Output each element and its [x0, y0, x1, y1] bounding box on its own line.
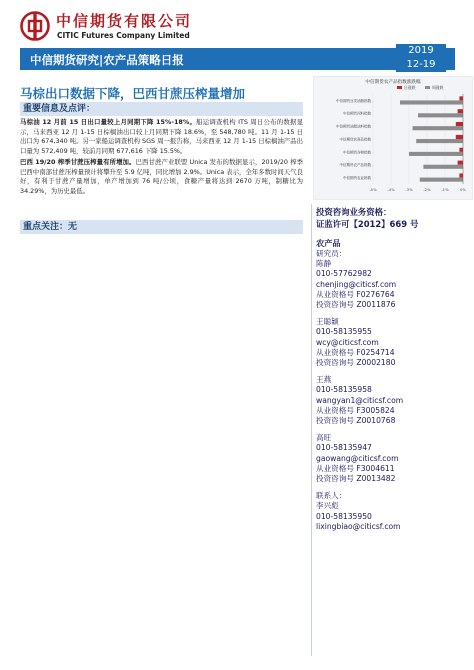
- paragraph-brazil-sugar-lead: 巴西 19/20 榨季甘蔗压榨量有所增加。: [20, 158, 136, 166]
- legend-label: 周涨跌: [432, 85, 444, 90]
- x-tick-label: -3%: [405, 187, 413, 192]
- researcher-email[interactable]: chenjing@citicsf.com: [316, 279, 397, 289]
- chart-bar: [400, 100, 463, 104]
- company-name-cn: 中信期货有限公司: [56, 12, 193, 30]
- license-number: 证监许可【2012】669 号: [316, 219, 419, 229]
- chart-bar: [416, 139, 463, 143]
- chart-bar: [413, 126, 463, 130]
- category-label: 中信期货油脂油料指数: [336, 124, 371, 129]
- researcher-label: 研究员：: [316, 249, 347, 258]
- x-tick-label: 0%: [459, 187, 467, 192]
- researcher-card: [316, 433, 456, 484]
- category-label: 中信期货农业指数: [343, 175, 371, 180]
- chart-bar: [459, 96, 463, 100]
- category-label: 中信期货谷物指数: [343, 150, 371, 155]
- researcher-card: [316, 375, 456, 426]
- category-label: 中信期货软商品指数: [339, 137, 371, 142]
- chart-bar: [423, 165, 463, 169]
- researcher-cert: 从业资格号 F0254714: [316, 347, 395, 357]
- contact-label: 联系人：: [316, 491, 347, 501]
- paragraph-palm-oil-body: 船运调查机构 ITS 周日公布的数据显示，马来西亚 12 月 1-15 日棕榈油出口较上月同期下降 18.6%，至 548,780 吨。11 月 1-15 日出口为 674,340 吨。另一家船运调查机构 SGS 周一报告称，马来西亚 12 月 1-15 日棕榈油产品出口量为 572,409 吨，较前月同期 677,616 下降 15.5%。: [20, 118, 303, 155]
- researcher-name: 王聪颖: [316, 317, 339, 327]
- contact-name: 李兴彪: [316, 501, 339, 511]
- chart-bar: [420, 178, 463, 182]
- key-info-heading: 重要信息及点评：: [20, 102, 303, 116]
- chart-bar: [456, 135, 463, 139]
- researcher-phone: 010-58135955: [316, 327, 372, 337]
- researcher-advisor-cert: 投资咨询号 Z0010768: [316, 416, 396, 426]
- banner-title: 中信期货研究|农产品策略日报: [30, 53, 184, 67]
- paragraph-brazil-sugar: [20, 158, 303, 196]
- focus-heading: 重点关注：无: [20, 220, 303, 234]
- legend-swatch: [397, 86, 402, 89]
- report-month-day: 12-19: [396, 58, 446, 72]
- paragraph-brazil-sugar-body: 巴西甘蔗产业联盟 Unica 发布的数据显示，2019/20 榨季巴西中南部甘蔗压榨量预计将攀升至 5.9 亿吨，同比增加 2.9%。Unica 表示，全年多数时间天气良好，有利于甘蔗产量增加，单产增加到 76 吨/公顷，食糖产量将达到 2670 万吨，制糖比为 34.29%，为历史最低。: [20, 158, 303, 195]
- chart-bar: [409, 152, 463, 156]
- column-divider: [311, 204, 312, 656]
- chart-bar: [459, 148, 463, 152]
- chart-title: 中信期货农产品指数涨跌幅: [365, 80, 421, 85]
- paragraph-palm-oil: [20, 118, 303, 156]
- category-label: 中信期货豆类油脂指数: [336, 98, 371, 103]
- researcher-advisor-cert: 投资咨询号 Z0013482: [316, 474, 396, 484]
- chart-bar: [458, 161, 463, 165]
- researcher-advisor-cert: 投资咨询号 Z0002180: [316, 358, 396, 368]
- category-label: 中信期货农产品指数: [339, 163, 371, 168]
- team-name: 农产品: [316, 238, 341, 248]
- chart-bar: [418, 113, 463, 117]
- license-heading: 投资咨询业务资格：: [316, 207, 392, 217]
- researcher-advisor-cert: 投资咨询号 Z0011876: [316, 300, 396, 310]
- researcher-phone: 010-58135958: [316, 385, 372, 395]
- contact-column: [316, 206, 456, 532]
- index-change-chart: [313, 76, 473, 200]
- x-tick-label: -4%: [387, 187, 395, 192]
- researcher-email[interactable]: wcy@citicsf.com: [316, 337, 379, 347]
- researcher-name: 陈静: [316, 259, 332, 269]
- company-name-en: CITIC Futures Company Limited: [57, 31, 190, 40]
- researcher-email[interactable]: wangyan1@citicsf.com: [316, 395, 404, 405]
- category-label: 中信期货饲料指数: [343, 111, 371, 116]
- report-banner: [20, 48, 455, 70]
- chart-bar: [458, 109, 463, 113]
- company-logo: [20, 9, 210, 45]
- x-tick-label: -5%: [369, 187, 377, 192]
- researcher-card: [316, 317, 456, 368]
- researcher-name: 高旺: [316, 433, 332, 443]
- researcher-name: 王燕: [316, 375, 332, 385]
- citic-logo-icon: [20, 11, 50, 41]
- report-title: 马棕出口数据下降，巴西甘蔗压榨量增加: [20, 86, 246, 101]
- researcher-phone: 010-57762982: [316, 269, 372, 279]
- researcher-cert: 从业资格号 F3005824: [316, 405, 395, 415]
- contact-email[interactable]: lixingbiao@citicsf.com: [316, 521, 401, 531]
- x-tick-label: -1%: [441, 187, 449, 192]
- contact-phone: 010-58135950: [316, 511, 372, 521]
- researcher-card: [316, 259, 456, 310]
- report-year: 2019: [396, 44, 446, 58]
- x-tick-label: -2%: [423, 187, 431, 192]
- legend-swatch: [425, 86, 430, 89]
- paragraph-palm-oil-lead: 马棕油 12 月前 15 日出口量较上月同期下降 15%-18%。: [20, 118, 197, 126]
- researcher-cert: 从业资格号 F3004611: [316, 463, 395, 473]
- legend-label: 日涨跌: [404, 85, 416, 90]
- researcher-cert: 从业资格号 F0276764: [316, 289, 395, 299]
- chart-bar: [459, 173, 463, 177]
- researcher-phone: 010-58135947: [316, 443, 372, 453]
- report-date: [396, 44, 446, 74]
- chart-bar: [456, 122, 463, 126]
- researcher-email[interactable]: gaowang@citicsf.com: [316, 453, 399, 463]
